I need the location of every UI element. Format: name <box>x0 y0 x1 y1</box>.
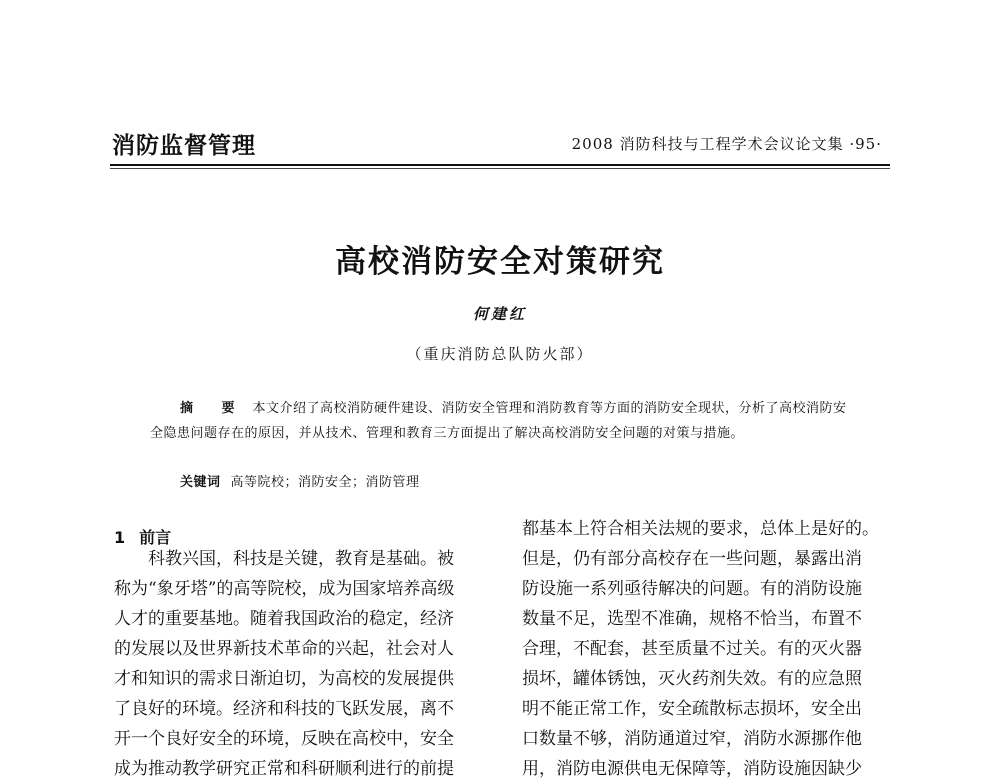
body-line: 防设施一系列亟待解决的问题。有的消防设施 <box>522 579 862 599</box>
running-journal-header <box>572 133 882 154</box>
abstract-text: 本文介绍了高校消防硬件建设、消防安全管理和消防教育等方面的消防安全现状，分析了高校消防安全隐患问题存在的原因，并从技术、管理和教育三方面提出了解决高校消防安全问题的对策与措施。 <box>150 401 847 441</box>
body-line: 口数量不够，消防通道过窄，消防水源挪作他 <box>522 729 862 749</box>
body-column-right <box>522 514 900 784</box>
body-line: 都基本上符合相关法规的要求，总体上是好的。 <box>522 519 879 539</box>
body-line: 合理，不配套，甚至质量不过关。有的灭火器 <box>522 639 862 659</box>
body-column-left <box>114 544 492 784</box>
article-author: 何建红 <box>472 305 527 323</box>
author-affiliation: （重庆消防总队防火部） <box>406 345 594 363</box>
body-line: 明不能正常工作，安全疏散标志损坏，安全出 <box>522 699 862 719</box>
body-line: 人才的重要基地。随着我国政治的稳定，经济 <box>114 609 454 629</box>
page-number: ·95· <box>849 135 882 153</box>
body-line: 的发展以及世界新技术革命的兴起，社会对人 <box>114 639 454 659</box>
running-section-title: 消防监督管理 <box>112 133 256 159</box>
keywords-text: 高等院校；消防安全；消防管理 <box>230 475 420 490</box>
section-title: 前言 <box>139 528 172 547</box>
body-line: 数量不足，选型不准确，规格不恰当，布置不 <box>522 609 862 629</box>
body-line: 才和知识的需求日渐迫切，为高校的发展提供 <box>114 669 454 689</box>
body-line: 用，消防电源供电无保障等，消防设施因缺少 <box>522 759 862 779</box>
header-rule <box>110 164 890 166</box>
body-line: 了良好的环境。经济和科技的飞跃发展，离不 <box>114 699 454 719</box>
body-line: 称为“象牙塔”的高等院校，成为国家培养高级 <box>114 579 455 599</box>
body-line: 成为推动教学研究正常和科研顺利进行的前提 <box>114 759 454 779</box>
body-line: 但是，仍有部分高校存在一些问题，暴露出消 <box>522 549 862 569</box>
body-line: 损坏，罐体锈蚀，灭火药剂失效。有的应急照 <box>522 669 862 689</box>
abstract-label: 摘 要 <box>180 401 247 416</box>
journal-name: 2008 消防科技与工程学术会议论文集 <box>571 135 844 153</box>
abstract <box>150 396 856 446</box>
keywords-label: 关键词 <box>180 475 221 490</box>
body-line: 科教兴国，科技是关键，教育是基础。被 <box>148 549 454 569</box>
article-title: 高校消防安全对策研究 <box>335 244 665 280</box>
header-rule-thin <box>110 168 890 169</box>
body-line: 开一个良好安全的环境，反映在高校中，安全 <box>114 729 454 749</box>
keywords <box>180 471 860 490</box>
section-number: 1 <box>114 528 126 547</box>
